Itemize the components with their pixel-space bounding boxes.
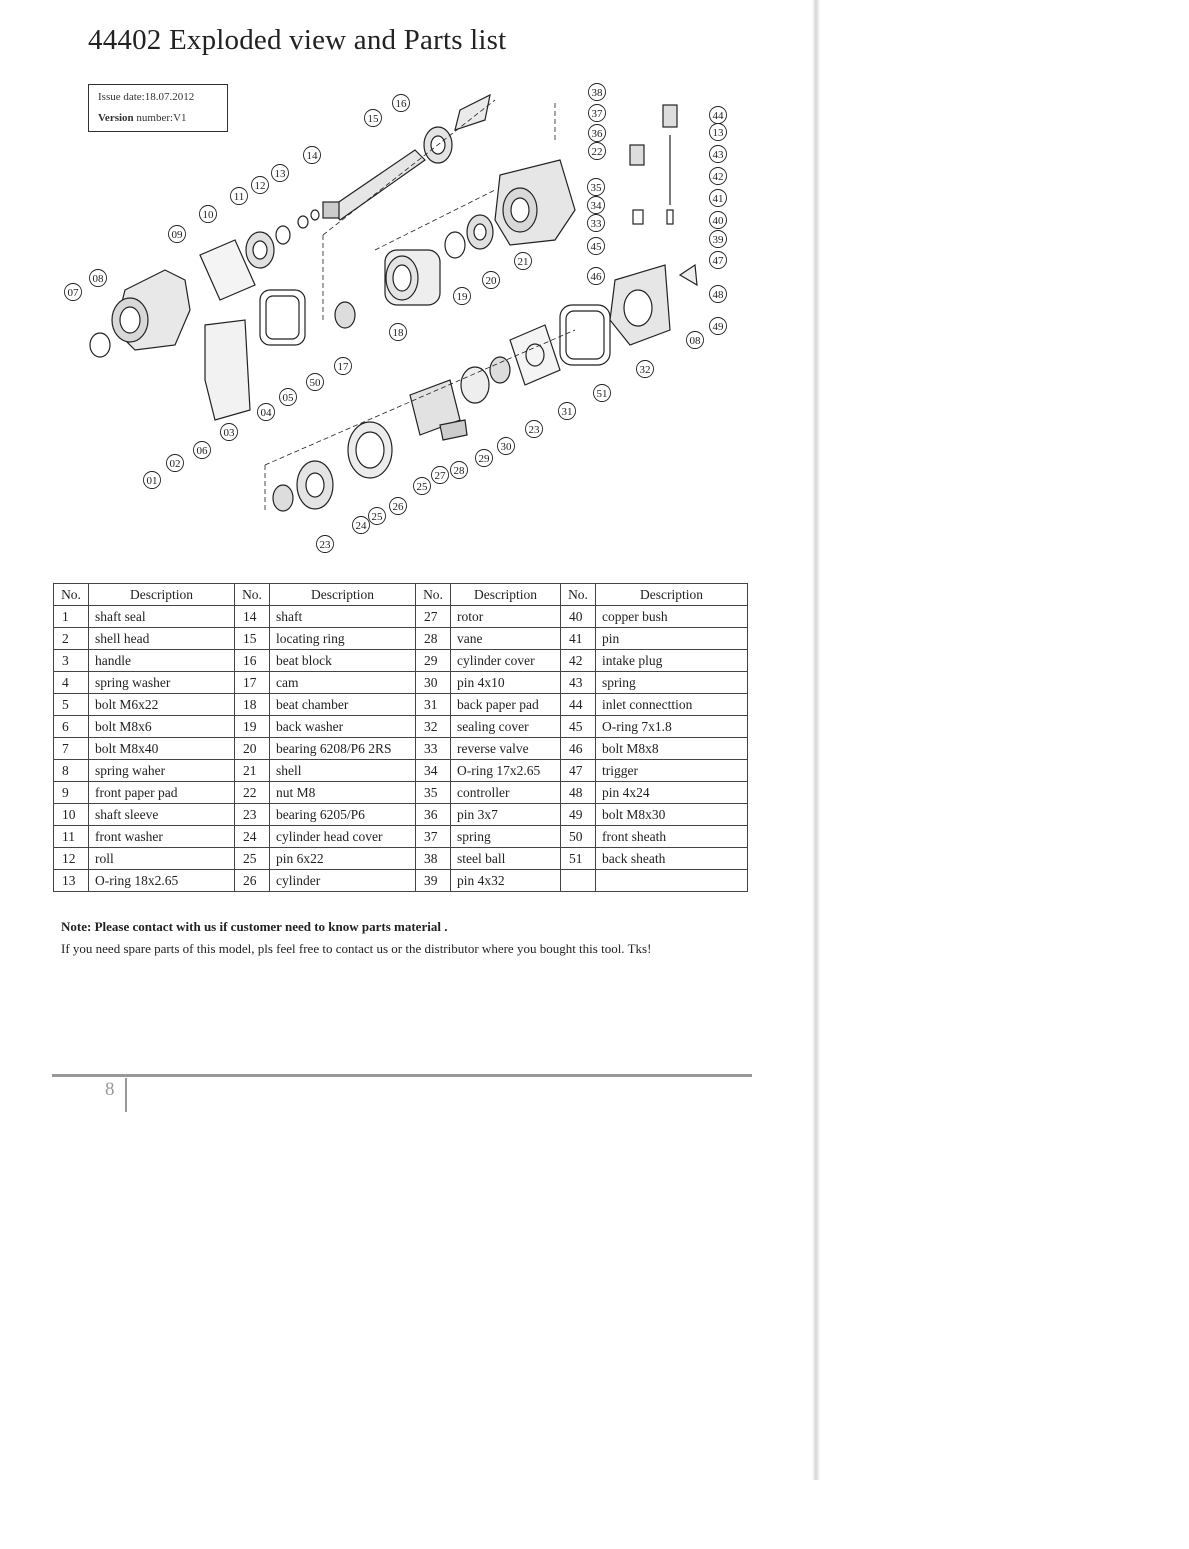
part-callout-05	[280, 389, 297, 406]
part-number-cell: 8	[54, 760, 89, 782]
table-body	[54, 606, 748, 892]
header-description: Description	[451, 584, 561, 606]
part-callout-32	[637, 361, 654, 378]
callout-label: 39	[712, 233, 724, 246]
part-description-cell: front sheath	[596, 826, 748, 848]
part-description-cell: shell head	[89, 628, 235, 650]
table-row	[54, 848, 748, 870]
part-description-cell: shaft	[270, 606, 416, 628]
part-callout-09	[169, 226, 186, 243]
table-row	[54, 606, 748, 628]
part-callout-36	[589, 125, 606, 142]
part-number-cell: 12	[54, 848, 89, 870]
part-description-cell: nut M8	[270, 782, 416, 804]
part-description-cell: pin 4x32	[451, 870, 561, 892]
part-number-cell: 41	[561, 628, 596, 650]
part-callout-24	[353, 517, 370, 534]
table-row	[54, 650, 748, 672]
table-header-row	[54, 584, 748, 606]
part-number-cell: 22	[235, 782, 270, 804]
part-callout-38	[589, 84, 606, 101]
part-number-cell: 17	[235, 672, 270, 694]
part-description-cell: spring waher	[89, 760, 235, 782]
callout-label: 01	[146, 474, 158, 487]
part-description-cell: handle	[89, 650, 235, 672]
header-description: Description	[89, 584, 235, 606]
part-description-cell: bolt M8x40	[89, 738, 235, 760]
part-number-cell: 43	[561, 672, 596, 694]
callout-label: 08	[92, 272, 104, 285]
part-number-cell: 1	[54, 606, 89, 628]
part-callout-30	[498, 438, 515, 455]
callout-label: 23	[528, 423, 540, 436]
part-callout-20	[483, 272, 500, 289]
part-callout-44	[710, 107, 727, 124]
callout-label: 24	[355, 519, 367, 532]
part-number-cell: 40	[561, 606, 596, 628]
part-description-cell: bolt M6x22	[89, 694, 235, 716]
callout-label: 21	[517, 255, 529, 268]
part-description-cell: pin 4x24	[596, 782, 748, 804]
part-description-cell: beat chamber	[270, 694, 416, 716]
part-callout-13	[272, 165, 289, 182]
callout-label: 38	[591, 86, 603, 99]
part-description-cell: bolt M8x6	[89, 716, 235, 738]
part-number-cell: 46	[561, 738, 596, 760]
page-title: 44402 Exploded view and Parts list	[88, 24, 507, 56]
issue-date: Issue date:18.07.2012	[98, 91, 195, 103]
part-description-cell: rotor	[451, 606, 561, 628]
part-description-cell: steel ball	[451, 848, 561, 870]
part-description-cell: controller	[451, 782, 561, 804]
callout-label: 25	[416, 480, 428, 493]
part-callout-10	[200, 206, 217, 223]
callout-label: 36	[591, 127, 603, 140]
part-number-cell: 4	[54, 672, 89, 694]
part-callout-27	[432, 467, 449, 484]
part-callout-34	[588, 197, 605, 214]
header-description: Description	[270, 584, 416, 606]
part-callout-02	[167, 455, 184, 472]
part-description-cell: bolt M8x30	[596, 804, 748, 826]
part-number-cell: 29	[416, 650, 451, 672]
part-description-cell: spring	[451, 826, 561, 848]
part-description-cell: cam	[270, 672, 416, 694]
part-number-cell: 27	[416, 606, 451, 628]
part-callout-04	[258, 404, 275, 421]
header-no: No.	[561, 584, 596, 606]
part-number-cell: 31	[416, 694, 451, 716]
part-callout-17	[335, 358, 352, 375]
callout-label: 34	[590, 199, 602, 212]
part-number-cell: 21	[235, 760, 270, 782]
part-callout-23	[317, 536, 334, 553]
part-description-cell: pin 6x22	[270, 848, 416, 870]
part-callout-23	[526, 421, 543, 438]
part-number-cell: 15	[235, 628, 270, 650]
part-description-cell: bearing 6208/P6 2RS	[270, 738, 416, 760]
header-no: No.	[235, 584, 270, 606]
part-description-cell: sealing cover	[451, 716, 561, 738]
part-callout-08	[90, 270, 107, 287]
part-callout-26	[390, 498, 407, 515]
part-callout-50	[307, 374, 324, 391]
part-number-cell: 45	[561, 716, 596, 738]
part-number-cell: 42	[561, 650, 596, 672]
part-number-cell: 36	[416, 804, 451, 826]
part-description-cell: pin 4x10	[451, 672, 561, 694]
callout-label: 20	[485, 274, 497, 287]
part-number-cell: 44	[561, 694, 596, 716]
part-callout-06	[194, 442, 211, 459]
part-number-cell: 13	[54, 870, 89, 892]
callout-label: 35	[590, 181, 602, 194]
callout-label: 27	[434, 469, 446, 482]
part-number-cell: 2	[54, 628, 89, 650]
callout-label: 17	[337, 360, 349, 373]
part-callout-40	[710, 212, 727, 229]
callout-label: 02	[169, 457, 181, 470]
part-description-cell: bearing 6205/P6	[270, 804, 416, 826]
part-number-cell: 5	[54, 694, 89, 716]
part-number-cell: 14	[235, 606, 270, 628]
part-description-cell: back sheath	[596, 848, 748, 870]
part-callout-49	[710, 318, 727, 335]
callout-label: 12	[254, 179, 266, 192]
callout-label: 32	[639, 363, 651, 376]
part-number-cell: 16	[235, 650, 270, 672]
part-number-cell: 35	[416, 782, 451, 804]
callout-label: 14	[306, 149, 318, 162]
part-callout-25	[414, 478, 431, 495]
part-description-cell: spring	[596, 672, 748, 694]
table-row	[54, 628, 748, 650]
part-description-cell: inlet connecttion	[596, 694, 748, 716]
part-description-cell: front paper pad	[89, 782, 235, 804]
callout-label: 50	[309, 376, 321, 389]
part-description-cell: bolt M8x8	[596, 738, 748, 760]
callout-label: 09	[171, 228, 183, 241]
part-description-cell	[596, 870, 748, 892]
part-number-cell: 23	[235, 804, 270, 826]
part-number-cell: 7	[54, 738, 89, 760]
part-callout-29	[476, 450, 493, 467]
table-row	[54, 870, 748, 892]
part-callout-25	[369, 508, 386, 525]
callout-label: 47	[712, 254, 724, 267]
header-no: No.	[416, 584, 451, 606]
part-description-cell: pin 3x7	[451, 804, 561, 826]
callout-label: 49	[712, 320, 724, 333]
part-number-cell: 30	[416, 672, 451, 694]
part-number-cell: 20	[235, 738, 270, 760]
table-row	[54, 826, 748, 848]
part-description-cell: cylinder	[270, 870, 416, 892]
part-number-cell: 24	[235, 826, 270, 848]
callout-label: 06	[196, 444, 208, 457]
callout-label: 13	[274, 167, 286, 180]
callout-label: 13	[712, 126, 724, 139]
exploded-view-diagram	[55, 80, 745, 560]
version-number: Version number:V1	[98, 112, 187, 124]
part-callout-18	[390, 324, 407, 341]
callout-label: 18	[392, 326, 404, 339]
part-callout-31	[559, 403, 576, 420]
part-number-cell: 39	[416, 870, 451, 892]
part-description-cell: beat block	[270, 650, 416, 672]
part-description-cell: shaft seal	[89, 606, 235, 628]
callout-label: 44	[712, 109, 724, 122]
part-number-cell: 19	[235, 716, 270, 738]
part-number-cell: 3	[54, 650, 89, 672]
part-number-cell: 26	[235, 870, 270, 892]
callout-label: 04	[260, 406, 272, 419]
part-description-cell: copper bush	[596, 606, 748, 628]
part-callout-47	[710, 252, 727, 269]
part-number-cell: 51	[561, 848, 596, 870]
part-description-cell: back washer	[270, 716, 416, 738]
part-callout-21	[515, 253, 532, 270]
part-number-cell: 10	[54, 804, 89, 826]
table-row	[54, 672, 748, 694]
callout-label: 15	[367, 112, 379, 125]
part-callout-45	[588, 238, 605, 255]
part-description-cell: reverse valve	[451, 738, 561, 760]
part-callout-03	[221, 424, 238, 441]
part-callout-51	[594, 385, 611, 402]
callout-label: 48	[712, 288, 724, 301]
footer-rule	[52, 1074, 752, 1077]
part-callout-16	[393, 95, 410, 112]
part-callout-33	[588, 215, 605, 232]
callout-label: 07	[67, 286, 79, 299]
part-description-cell: pin	[596, 628, 748, 650]
part-number-cell: 9	[54, 782, 89, 804]
part-callout-35	[588, 179, 605, 196]
header-no: No.	[54, 584, 89, 606]
parts-list-table	[53, 583, 748, 892]
table-row	[54, 738, 748, 760]
part-description-cell: vane	[451, 628, 561, 650]
callout-label: 46	[590, 270, 602, 283]
part-description-cell: cylinder cover	[451, 650, 561, 672]
part-number-cell: 33	[416, 738, 451, 760]
part-description-cell: trigger	[596, 760, 748, 782]
callout-label: 29	[478, 452, 490, 465]
part-description-cell: spring washer	[89, 672, 235, 694]
callout-label: 40	[712, 214, 724, 227]
table-row	[54, 760, 748, 782]
callout-label: 08	[689, 334, 701, 347]
part-description-cell: O-ring 17x2.65	[451, 760, 561, 782]
part-description-cell: intake plug	[596, 650, 748, 672]
part-description-cell: locating ring	[270, 628, 416, 650]
part-number-cell: 25	[235, 848, 270, 870]
part-callout-42	[710, 168, 727, 185]
callout-label: 31	[561, 405, 573, 418]
part-number-cell: 38	[416, 848, 451, 870]
part-callout-43	[710, 146, 727, 163]
part-description-cell: back paper pad	[451, 694, 561, 716]
part-callout-07	[65, 284, 82, 301]
table-row	[54, 694, 748, 716]
part-callout-46	[588, 268, 605, 285]
page-number: 8	[105, 1079, 115, 1100]
callout-label: 30	[500, 440, 512, 453]
callout-label: 25	[371, 510, 383, 523]
part-number-cell: 32	[416, 716, 451, 738]
callout-label: 28	[453, 464, 465, 477]
callout-label: 19	[456, 290, 468, 303]
part-number-cell: 48	[561, 782, 596, 804]
page-spine-shadow	[812, 0, 820, 1480]
part-callout-11	[231, 188, 248, 205]
callout-label: 03	[223, 426, 235, 439]
part-number-cell: 50	[561, 826, 596, 848]
table-row	[54, 716, 748, 738]
part-callout-48	[710, 286, 727, 303]
part-callout-19	[454, 288, 471, 305]
callout-label: 51	[596, 387, 608, 400]
page-number-divider	[125, 1078, 127, 1112]
table-row	[54, 804, 748, 826]
part-number-cell: 47	[561, 760, 596, 782]
part-callout-22	[589, 143, 606, 160]
callout-label: 33	[590, 217, 602, 230]
part-number-cell: 28	[416, 628, 451, 650]
part-description-cell: O-ring 18x2.65	[89, 870, 235, 892]
table-row	[54, 782, 748, 804]
part-callout-39	[710, 231, 727, 248]
part-number-cell: 49	[561, 804, 596, 826]
callout-label: 23	[319, 538, 331, 551]
callout-label: 26	[392, 500, 404, 513]
header-description: Description	[596, 584, 748, 606]
note-spare-parts: If you need spare parts of this model, pls feel free to contact us or the distributor where you bought this tool. Tks!	[61, 941, 652, 956]
part-number-cell	[561, 870, 596, 892]
part-description-cell: shell	[270, 760, 416, 782]
part-callout-41	[710, 190, 727, 207]
part-callout-14	[304, 147, 321, 164]
callout-label: 22	[591, 145, 603, 158]
part-callout-12	[252, 177, 269, 194]
callout-label: 16	[395, 97, 407, 110]
part-callout-15	[365, 110, 382, 127]
part-number-cell: 37	[416, 826, 451, 848]
part-number-cell: 6	[54, 716, 89, 738]
callout-label: 45	[590, 240, 602, 253]
part-description-cell: shaft sleeve	[89, 804, 235, 826]
callout-label: 05	[282, 391, 294, 404]
part-description-cell: front washer	[89, 826, 235, 848]
callout-label: 41	[712, 192, 724, 205]
part-number-cell: 34	[416, 760, 451, 782]
callout-label: 37	[591, 107, 603, 120]
part-callout-28	[451, 462, 468, 479]
part-description-cell: cylinder head cover	[270, 826, 416, 848]
callout-label: 10	[202, 208, 214, 221]
part-callout-37	[589, 105, 606, 122]
part-number-cell: 11	[54, 826, 89, 848]
part-description-cell: O-ring 7x1.8	[596, 716, 748, 738]
part-description-cell: roll	[89, 848, 235, 870]
part-callout-01	[144, 472, 161, 489]
part-callout-13	[710, 124, 727, 141]
callout-label: 42	[712, 170, 724, 183]
note-material: Note: Please contact with us if customer need to know parts material .	[61, 919, 448, 934]
callout-label: 11	[233, 190, 245, 203]
part-callout-08	[687, 332, 704, 349]
callout-label: 43	[712, 148, 724, 161]
part-number-cell: 18	[235, 694, 270, 716]
